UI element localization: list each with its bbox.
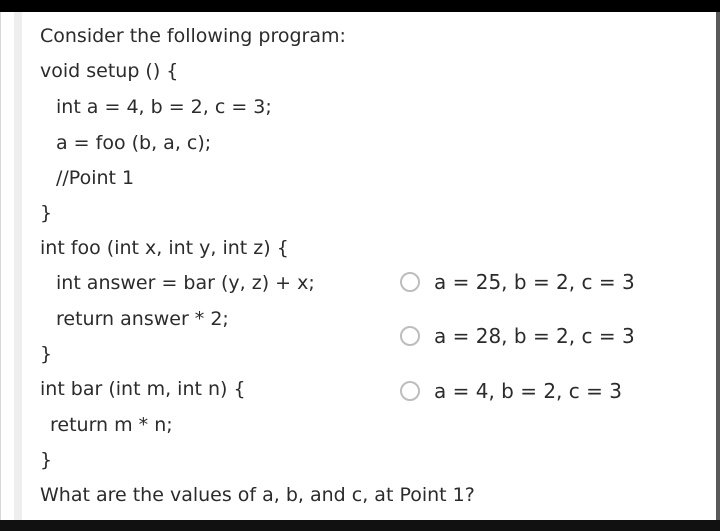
bottom-edge — [0, 520, 720, 531]
question-intro: Consider the following program: — [40, 25, 346, 47]
answer-option-label: a = 4, b = 2, c = 3 — [434, 379, 622, 403]
question-prompt: What are the values of a, b, and c, at Point 1? — [40, 484, 475, 506]
radio-button[interactable] — [400, 272, 420, 292]
code-line: int a = 4, b = 2, c = 3; — [56, 96, 272, 118]
answer-option-3[interactable] — [400, 379, 622, 403]
radio-button[interactable] — [400, 326, 420, 346]
code-line: int bar (int m, int n) { — [40, 378, 246, 400]
radio-button[interactable] — [400, 381, 420, 401]
answer-option-1[interactable] — [400, 270, 635, 294]
code-line: } — [40, 202, 53, 224]
code-line: a = foo (b, a, c); — [56, 132, 212, 154]
code-line: void setup () { — [40, 60, 179, 82]
answer-option-label: a = 25, b = 2, c = 3 — [434, 270, 635, 294]
code-line: } — [40, 343, 53, 365]
answer-option-label: a = 28, b = 2, c = 3 — [434, 324, 635, 348]
left-gutter — [14, 12, 22, 520]
code-line: int answer = bar (y, z) + x; — [56, 272, 315, 294]
answer-option-2[interactable] — [400, 324, 635, 348]
code-line: return answer * 2; — [56, 308, 229, 330]
code-line: int foo (int x, int y, int z) { — [40, 237, 289, 259]
right-edge — [716, 12, 720, 520]
question-card — [0, 12, 716, 520]
code-line: //Point 1 — [56, 167, 135, 189]
code-line: return m * n; — [50, 414, 173, 436]
code-line: } — [40, 449, 53, 471]
